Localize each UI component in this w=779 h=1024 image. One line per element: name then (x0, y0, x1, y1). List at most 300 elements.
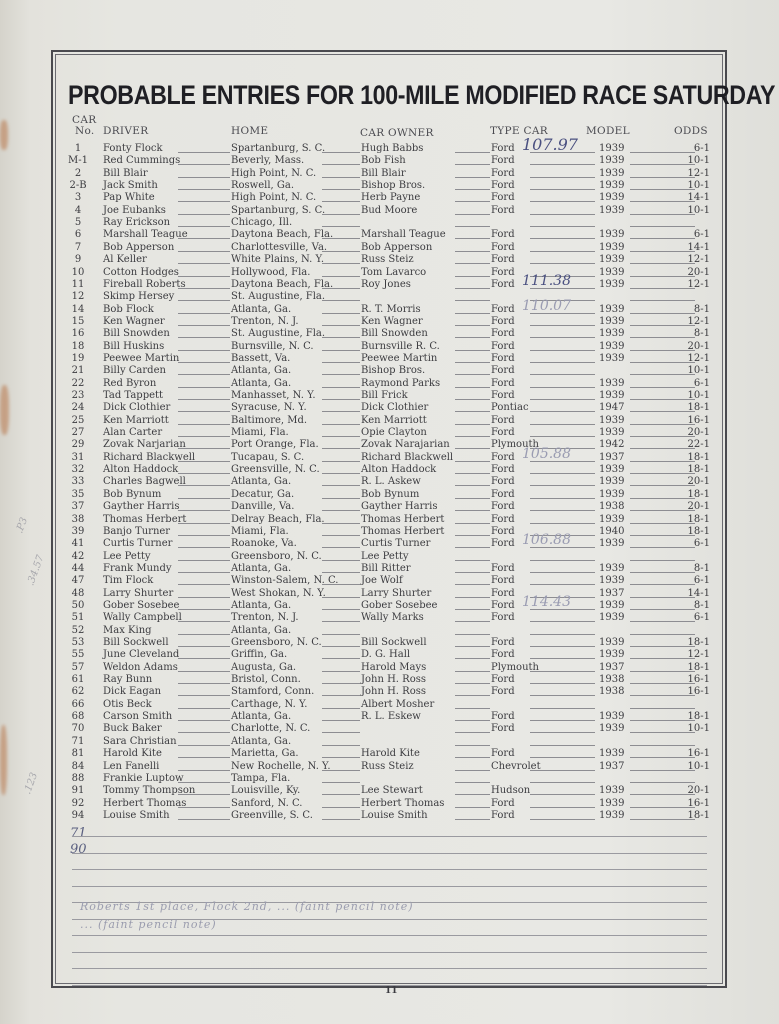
leader-line (322, 214, 360, 215)
handwritten-number: 71 (70, 826, 87, 841)
leader-line (178, 399, 230, 400)
leader-line (178, 584, 230, 585)
leader-line (530, 350, 595, 351)
driver-name: Tommy Thompson (103, 785, 196, 797)
car-number: 50 (71, 599, 85, 611)
home-town: Tampa, Fla. (231, 772, 291, 784)
car-model: 1939 (599, 352, 625, 364)
home-town: Atlanta, Ga. (231, 599, 292, 611)
table-row (60, 674, 710, 686)
car-owner: Bill Ritter (361, 562, 411, 574)
leader-line (530, 745, 595, 746)
odds: 6-1 (693, 612, 710, 624)
car-number: 7 (74, 241, 82, 253)
car-owner: Thomas Herbert (361, 513, 445, 525)
table-row (60, 254, 710, 266)
car-owner: Thomas Herbert (361, 525, 445, 537)
car-number: 47 (71, 575, 85, 587)
leader-line (178, 732, 230, 733)
leader-line (455, 695, 490, 696)
driver-name: Skimp Hersey (103, 291, 175, 303)
car-owner: Tom Lavarco (361, 266, 427, 278)
leader-line (630, 374, 695, 375)
car-type: Ford (491, 637, 515, 648)
car-type: Ford (491, 525, 515, 537)
leader-line (630, 658, 695, 659)
leader-line (455, 214, 490, 215)
leader-line (178, 646, 230, 647)
table-row (60, 217, 710, 229)
car-number: 55 (71, 649, 85, 661)
leader-line (455, 609, 490, 610)
car-model: 1939 (599, 476, 625, 488)
leader-line (455, 621, 490, 622)
leader-line (455, 263, 490, 264)
car-type: Ford (491, 649, 515, 661)
car-owner: Bill Blair (361, 167, 406, 179)
home-town: Daytona Beach, Fla. (231, 229, 334, 241)
leader-line (455, 535, 490, 536)
driver-name: Curtis Turner (103, 538, 173, 550)
home-town: High Point, N. C. (231, 192, 317, 204)
home-town: Atlanta, Ga. (231, 365, 292, 377)
car-type: Ford (491, 266, 515, 278)
table-row (60, 588, 710, 600)
car-number: 2 (74, 167, 82, 179)
driver-name: Lee Petty (103, 550, 151, 562)
car-owner: Gayther Harris (361, 501, 438, 513)
table-row (60, 155, 710, 167)
home-town: New Rochelle, N. Y. (231, 760, 331, 772)
leader-line (322, 757, 360, 758)
odds: 12-1 (687, 315, 710, 327)
leader-line (178, 658, 230, 659)
car-number: 57 (71, 661, 85, 673)
leader-line (630, 399, 695, 400)
leader-line (455, 288, 490, 289)
leader-line (322, 201, 360, 202)
driver-name: Charles Bagwell (103, 476, 186, 488)
leader-line (322, 671, 360, 672)
leader-line (630, 757, 695, 758)
leader-line (530, 411, 595, 412)
leader-line (630, 695, 695, 696)
driver-name: Alton Haddock (103, 464, 179, 476)
leader-line (630, 646, 695, 647)
home-town: Manhasset, N. Y. (231, 390, 316, 401)
handwritten-speed: 107.97 (522, 135, 578, 154)
home-town: West Shokan, N. Y. (231, 587, 326, 599)
car-type: Ford (491, 365, 515, 377)
car-owner: John H. Ross (361, 674, 426, 686)
car-model: 1939 (599, 315, 625, 327)
home-town: Decatur, Ga. (231, 488, 295, 500)
car-owner: Larry Shurter (361, 587, 432, 599)
leader-line (530, 164, 595, 165)
driver-name: Thomas Herbert (103, 513, 187, 525)
car-type: Ford (491, 167, 515, 179)
car-owner: Hugh Babbs (361, 143, 424, 154)
leader-line (322, 362, 360, 363)
leader-line (455, 436, 490, 437)
table-row (60, 180, 710, 192)
leader-line (530, 819, 595, 820)
page-number: 11 (385, 986, 398, 996)
odds: 8-1 (693, 599, 710, 611)
leader-line (530, 523, 595, 524)
car-owner: Raymond Parks (361, 377, 441, 389)
leader-line (322, 732, 360, 733)
leader-line (630, 560, 695, 561)
home-town: Roanoke, Va. (231, 538, 297, 550)
leader-line (322, 547, 360, 548)
home-town: Greensboro, N. C. (231, 637, 322, 648)
leader-line (178, 634, 230, 635)
leader-line (455, 152, 490, 153)
table-row (60, 291, 710, 303)
leader-line (630, 584, 695, 585)
leader-line (530, 498, 595, 499)
home-town: Carthage, N. Y. (231, 698, 308, 710)
home-town: Marietta, Ga. (231, 748, 299, 760)
leader-line (178, 350, 230, 351)
leader-line (455, 572, 490, 573)
leader-line (455, 473, 490, 474)
leader-line (455, 646, 490, 647)
car-number: 24 (71, 402, 85, 414)
leader-line (630, 498, 695, 499)
leader-line (322, 177, 360, 178)
leader-line (630, 547, 695, 548)
car-number: 71 (71, 735, 85, 747)
car-number: 4 (74, 204, 82, 216)
leader-line (178, 708, 230, 709)
driver-name: Len Fanelli (103, 760, 160, 772)
car-owner: Harold Mays (361, 661, 427, 673)
driver-name: Banjo Turner (103, 525, 171, 537)
odds: 18-1 (687, 402, 710, 414)
leader-line (178, 276, 230, 277)
car-model: 1939 (599, 303, 625, 315)
leader-line (630, 720, 695, 721)
car-type: Ford (491, 315, 515, 327)
car-owner: Herb Payne (361, 192, 421, 204)
leader-line (455, 374, 490, 375)
driver-name: Fonty Flock (103, 143, 163, 154)
car-type: Ford (491, 686, 515, 698)
leader-line (178, 782, 230, 783)
car-type: Ford (491, 278, 515, 290)
car-number: 51 (71, 612, 85, 624)
car-owner: Dick Clothier (361, 402, 429, 414)
table-row (60, 748, 710, 760)
odds: 10-1 (687, 180, 710, 192)
leader-line (178, 671, 230, 672)
car-owner: Joe Wolf (361, 575, 403, 587)
car-type: Ford (491, 352, 515, 364)
leader-line (530, 201, 595, 202)
ruled-line (72, 869, 707, 870)
car-number: 12 (71, 291, 85, 303)
car-type: Ford (491, 575, 515, 587)
odds: 18-1 (687, 661, 710, 673)
leader-line (630, 350, 695, 351)
leader-line (322, 523, 360, 524)
car-type: Ford (491, 427, 515, 439)
col-header-car-owner: CAR OWNER (360, 127, 434, 139)
car-type: Ford (491, 254, 515, 266)
driver-name: Larry Shurter (103, 587, 174, 599)
car-type: Ford (491, 562, 515, 574)
home-town: Miami, Fla. (231, 427, 289, 439)
car-number: 31 (71, 451, 85, 463)
leader-line (178, 683, 230, 684)
leader-line (322, 646, 360, 647)
home-town: Delray Beach, Fla. (231, 513, 325, 525)
odds: 18-1 (687, 488, 710, 500)
odds: 12-1 (687, 254, 710, 266)
car-model: 1939 (599, 723, 625, 735)
leader-line (630, 152, 695, 153)
car-type: Ford (491, 390, 515, 401)
leader-line (455, 658, 490, 659)
odds: 12-1 (687, 352, 710, 364)
leader-line (455, 782, 490, 783)
car-type: Ford (491, 241, 515, 253)
car-type: Ford (491, 488, 515, 500)
car-number: 84 (71, 760, 85, 772)
leader-line (455, 387, 490, 388)
car-model: 1939 (599, 464, 625, 476)
leader-line (322, 782, 360, 783)
leader-line (455, 485, 490, 486)
home-town: Burnsville, N. C. (231, 340, 314, 352)
leader-line (322, 510, 360, 511)
car-model: 1939 (599, 785, 625, 797)
car-type: Plymouth (491, 661, 539, 673)
car-number: 14 (71, 303, 85, 315)
leader-line (322, 485, 360, 486)
home-town: White Plains, N. Y. (231, 254, 325, 266)
leader-line (530, 251, 595, 252)
odds: 18-1 (687, 809, 710, 821)
table-row (60, 328, 710, 340)
leader-line (322, 263, 360, 264)
car-owner: Richard Blackwell (361, 451, 454, 463)
leader-line (630, 807, 695, 808)
odds: 8-1 (693, 562, 710, 574)
leader-line (630, 683, 695, 684)
home-town: St. Augustine, Fla. (231, 328, 326, 340)
car-model: 1939 (599, 340, 625, 352)
table-row (60, 135, 710, 155)
car-type: Ford (491, 538, 515, 550)
table-row (60, 353, 710, 365)
odds: 12-1 (687, 167, 710, 179)
leader-line (178, 214, 230, 215)
car-type: Ford (491, 587, 515, 599)
driver-name: Tim Flock (103, 575, 154, 587)
table-row (60, 316, 710, 328)
car-model: 1939 (599, 229, 625, 241)
home-town: Atlanta, Ga. (231, 377, 292, 389)
car-model: 1939 (599, 649, 625, 661)
car-model: 1937 (599, 661, 625, 673)
car-model: 1939 (599, 180, 625, 192)
home-town: Atlanta, Ga. (231, 476, 292, 488)
ruled-line (72, 886, 707, 887)
car-owner: Marshall Teague (361, 229, 446, 241)
home-town: Port Orange, Fla. (231, 439, 319, 451)
leader-line (530, 226, 595, 227)
leader-line (178, 770, 230, 771)
leader-line (455, 201, 490, 202)
car-model: 1942 (599, 439, 625, 451)
table-row (60, 723, 710, 735)
driver-name: Richard Blackwell (103, 451, 196, 463)
driver-name: Ken Marriott (103, 414, 169, 426)
leader-line (322, 634, 360, 635)
leader-line (178, 288, 230, 289)
car-number: 29 (71, 439, 85, 451)
car-number: 11 (71, 278, 85, 290)
home-town: Atlanta, Ga. (231, 562, 292, 574)
car-owner: Ken Marriott (361, 414, 427, 426)
col-header-home: HOME (231, 125, 269, 137)
car-owner: Ken Wagner (361, 315, 423, 327)
leader-line (455, 560, 490, 561)
driver-name: Peewee Martin (103, 352, 180, 364)
leader-line (322, 350, 360, 351)
driver-name: Sara Christian (103, 735, 177, 747)
leader-line (530, 560, 595, 561)
car-owner: Bill Sockwell (361, 637, 427, 648)
ruled-line (72, 853, 707, 854)
leader-line (455, 164, 490, 165)
table-row (60, 476, 710, 488)
leader-line (530, 671, 595, 672)
odds: 6-1 (693, 377, 710, 389)
car-number: 94 (71, 809, 85, 821)
driver-name: Bill Huskins (103, 340, 165, 352)
leader-line (178, 572, 230, 573)
car-owner: Burnsville R. C. (361, 340, 440, 352)
leader-line (178, 337, 230, 338)
leader-line (530, 634, 595, 635)
home-town: Spartanburg, S. C. (231, 204, 326, 216)
car-type: Hudson (491, 785, 531, 797)
driver-name: Frankie Luptow (103, 772, 184, 784)
car-number: 91 (71, 785, 85, 797)
odds: 16-1 (687, 797, 710, 809)
driver-name: Jack Smith (103, 180, 158, 192)
leader-line (630, 485, 695, 486)
leader-line (630, 634, 695, 635)
leader-line (455, 720, 490, 721)
home-town: Greenville, S. C. (231, 809, 313, 821)
table-row (60, 686, 710, 698)
leader-line (455, 708, 490, 709)
leader-line (322, 461, 360, 462)
car-number: 88 (71, 772, 85, 784)
car-type: Ford (491, 328, 515, 340)
driver-name: Bill Sockwell (103, 637, 169, 648)
leader-line (322, 720, 360, 721)
car-type: Ford (491, 451, 515, 463)
leader-line (455, 251, 490, 252)
leader-line (630, 387, 695, 388)
leader-line (322, 276, 360, 277)
home-town: Charlottesville, Va. (231, 241, 328, 253)
car-model: 1939 (599, 562, 625, 574)
driver-name: Gober Sosebee (103, 599, 180, 611)
car-number: 9 (74, 254, 82, 266)
home-town: Chicago, Ill. (231, 217, 293, 229)
car-number: 70 (71, 723, 85, 735)
leader-line (178, 251, 230, 252)
home-town: Greensville, N. C. (231, 464, 320, 476)
car-number: 27 (71, 427, 85, 439)
car-number: 21 (71, 365, 85, 377)
car-model: 1939 (599, 278, 625, 290)
leader-line (322, 745, 360, 746)
car-number: 66 (71, 698, 85, 710)
leader-line (630, 325, 695, 326)
handwritten-speed: 106.88 (522, 532, 571, 549)
leader-line (455, 547, 490, 548)
car-owner: R. L. Askew (361, 476, 421, 488)
table-row (60, 489, 710, 501)
leader-line (322, 807, 360, 808)
leader-line (322, 609, 360, 610)
car-model: 1939 (599, 204, 625, 216)
car-type: Pontiac (491, 402, 529, 414)
leader-line (630, 424, 695, 425)
leader-line (630, 313, 695, 314)
leader-line (455, 448, 490, 449)
car-type: Ford (491, 303, 515, 315)
leader-line (455, 597, 490, 598)
leader-line (530, 621, 595, 622)
table-row (60, 773, 710, 785)
leader-line (322, 572, 360, 573)
home-town: St. Augustine, Fla. (231, 291, 326, 303)
leader-line (322, 448, 360, 449)
odds: 14-1 (687, 192, 710, 204)
driver-name: Red Cummings (103, 155, 181, 167)
car-type: Ford (491, 501, 515, 513)
car-number: 35 (71, 488, 85, 500)
leader-line (530, 214, 595, 215)
driver-name: Buck Baker (103, 723, 162, 735)
odds: 16-1 (687, 748, 710, 760)
leader-line (630, 671, 695, 672)
driver-name: Wally Campbell (103, 612, 182, 624)
leader-line (178, 300, 230, 301)
leader-line (630, 276, 695, 277)
car-type: Ford (491, 229, 515, 241)
driver-name: Bob Bynum (103, 488, 162, 500)
car-model: 1937 (599, 760, 625, 772)
leader-line (530, 424, 595, 425)
odds: 8-1 (693, 303, 710, 315)
driver-name: Cotton Hodges (103, 266, 179, 278)
ruled-line (72, 836, 707, 837)
car-owner: Herbert Thomas (361, 797, 445, 809)
leader-line (322, 498, 360, 499)
leader-line (455, 337, 490, 338)
odds: 14-1 (687, 241, 710, 253)
